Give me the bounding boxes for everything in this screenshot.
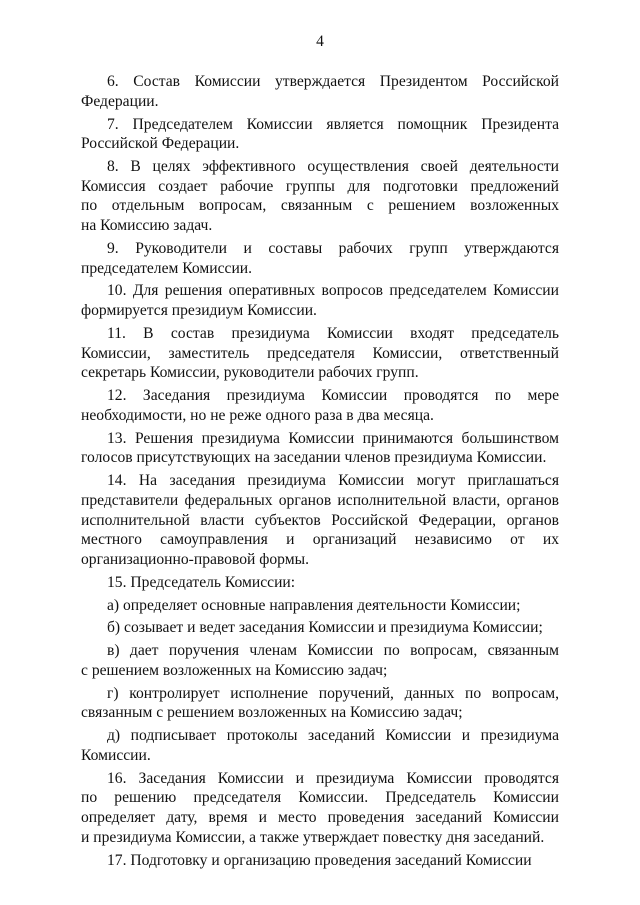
text-line: б) созывает и ведет заседания Комиссии и президиума Комиссии; bbox=[107, 619, 543, 637]
paragraph bbox=[81, 618, 559, 638]
text-line: 7. Председателем Комиссии является помощник Президента bbox=[107, 115, 559, 133]
text-line: 15. Председатель Комиссии: bbox=[107, 573, 296, 591]
text-line: определяет дату, время и место проведения заседаний Комиссии bbox=[81, 809, 559, 827]
paragraph bbox=[81, 471, 559, 570]
text-line: организационно-правовой формы. bbox=[81, 550, 309, 568]
paragraph bbox=[81, 596, 559, 616]
text-line: на Комиссию задач. bbox=[81, 217, 213, 235]
text-line: г) контролирует исполнение поручений, данных по вопросам, bbox=[107, 684, 559, 702]
text-line: в) дает поручения членам Комиссии по вопросам, связанным bbox=[107, 642, 559, 660]
paragraph bbox=[81, 684, 559, 723]
text-line: связанным с решением возложенных на Комиссию задач; bbox=[81, 704, 463, 722]
text-line: по отдельным вопросам, связанным с решением возложенных bbox=[81, 197, 559, 215]
text-line: местного самоуправления и организаций независимо от их bbox=[81, 531, 559, 549]
document-body bbox=[81, 72, 559, 873]
text-line: д) подписывает протоколы заседаний Комиссии и президиума bbox=[107, 727, 559, 745]
text-line: и президиума Комиссии, а также утверждает повестку дня заседаний. bbox=[81, 828, 545, 846]
text-line: 14. На заседания президиума Комиссии могут приглашаться bbox=[107, 472, 559, 490]
text-line: исполнительной власти субъектов Российской Федерации, органов bbox=[81, 511, 559, 529]
text-line: голосов присутствующих на заседании членов президиума Комиссии. bbox=[81, 449, 547, 467]
paragraph bbox=[81, 573, 559, 593]
text-line: Российской Федерации. bbox=[81, 135, 240, 153]
paragraph bbox=[81, 851, 559, 871]
paragraph bbox=[81, 726, 559, 765]
text-line: с решением возложенных на Комиссию задач; bbox=[81, 661, 388, 679]
paragraph bbox=[81, 324, 559, 383]
text-line: Комиссии, заместитель председателя Комиссии, ответственный bbox=[81, 344, 559, 362]
text-line: Комиссия создает рабочие группы для подготовки предложений bbox=[81, 177, 559, 195]
paragraph bbox=[81, 769, 559, 848]
paragraph bbox=[81, 157, 559, 236]
paragraph bbox=[81, 72, 559, 111]
text-line: по решению председателя Комиссии. Председатель Комиссии bbox=[81, 789, 559, 807]
text-line: Комиссии. bbox=[81, 746, 151, 764]
text-line: председателем Комиссии. bbox=[81, 259, 253, 277]
paragraph bbox=[81, 429, 559, 468]
text-line: секретарь Комиссии, руководители рабочих групп. bbox=[81, 364, 419, 382]
paragraph bbox=[81, 115, 559, 154]
text-line: 10. Для решения оперативных вопросов председателем Комиссии bbox=[107, 282, 559, 300]
text-line: 8. В целях эффективного осуществления своей деятельности bbox=[107, 158, 559, 175]
paragraph bbox=[81, 239, 559, 278]
text-line: необходимости, но не реже одного раза в два месяца. bbox=[81, 406, 434, 424]
page-number: 4 bbox=[316, 33, 324, 50]
text-line: 6. Состав Комиссии утверждается Президентом Российской bbox=[107, 73, 559, 90]
text-line: 9. Руководители и составы рабочих групп утверждаются bbox=[107, 239, 559, 257]
text-line: 17. Подготовку и организацию проведения заседаний Комиссии bbox=[107, 851, 532, 869]
text-line: формируется президиум Комиссии. bbox=[81, 302, 317, 320]
text-line: 16. Заседания Комиссии и президиума Комиссии проводятся bbox=[107, 769, 559, 787]
paragraph bbox=[81, 641, 559, 680]
text-line: Федерации. bbox=[81, 92, 159, 110]
paragraph bbox=[81, 281, 559, 320]
text-line: а) определяет основные направления деятельности Комиссии; bbox=[107, 596, 521, 614]
text-line: 13. Решения президиума Комиссии принимаются большинством bbox=[107, 429, 559, 447]
text-line: 11. В состав президиума Комиссии входят председатель bbox=[107, 324, 559, 342]
paragraph bbox=[81, 386, 559, 425]
text-line: 12. Заседания президиума Комиссии проводятся по мере bbox=[107, 387, 559, 405]
text-line: представители федеральных органов исполнительной власти, органов bbox=[81, 491, 559, 509]
